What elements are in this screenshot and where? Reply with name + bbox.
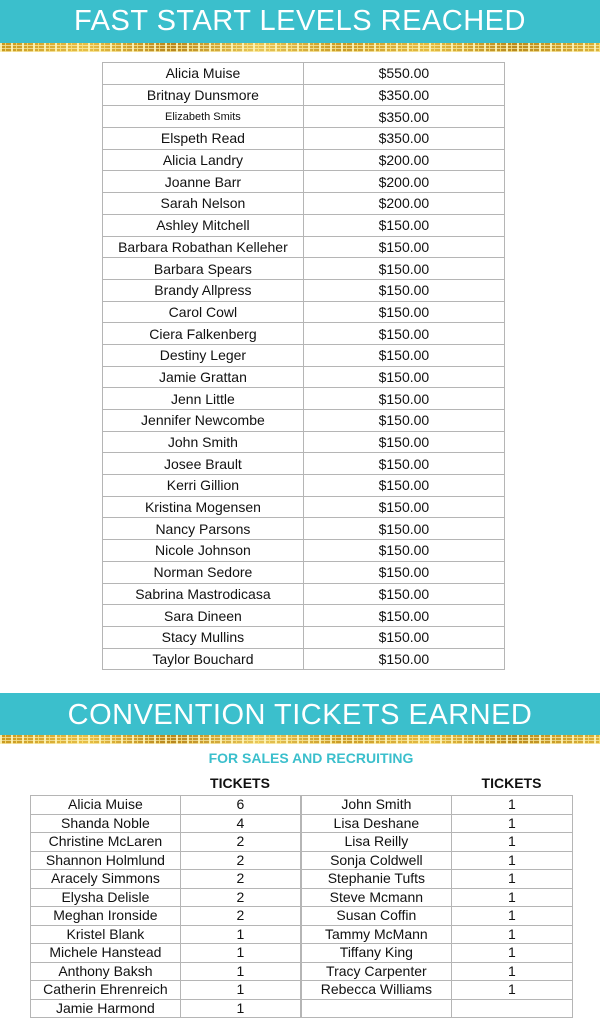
tickets-table-left	[30, 795, 301, 1018]
table-row	[103, 540, 505, 562]
amount-cell: $150.00	[303, 518, 504, 540]
name-cell: Joanne Barr	[103, 171, 304, 193]
table-row	[302, 907, 573, 926]
gold-glitter-divider	[0, 43, 600, 52]
amount-cell: $200.00	[303, 193, 504, 215]
table-row	[103, 496, 505, 518]
name-cell: Jenn Little	[103, 388, 304, 410]
table-row	[103, 171, 505, 193]
tickets-column-header: TICKETS	[481, 775, 542, 791]
table-row	[103, 626, 505, 648]
table-row	[31, 999, 301, 1018]
name-cell: John Smith	[103, 431, 304, 453]
ticket-count-cell	[451, 999, 572, 1018]
name-cell: Jamie Harmond	[31, 999, 181, 1018]
table-row	[31, 907, 301, 926]
name-cell: Jennifer Newcombe	[103, 410, 304, 432]
tickets-subtitle: FOR SALES AND RECRUITING	[208, 750, 414, 766]
table-row	[103, 344, 505, 366]
name-cell: Norman Sedore	[103, 561, 304, 583]
convention-tickets-title: CONVENTION TICKETS EARNED	[67, 699, 533, 731]
table-row	[31, 814, 301, 833]
name-cell: Josee Brault	[103, 453, 304, 475]
table-row	[302, 944, 573, 963]
name-cell: Aracely Simmons	[31, 870, 181, 889]
amount-cell: $150.00	[303, 626, 504, 648]
table-row	[103, 410, 505, 432]
ticket-count-cell: 1	[451, 851, 572, 870]
name-cell: Nancy Parsons	[103, 518, 304, 540]
ticket-count-cell: 1	[451, 870, 572, 889]
ticket-count-cell: 1	[451, 962, 572, 981]
name-cell: Barbara Robathan Kelleher	[103, 236, 304, 258]
table-row	[103, 301, 505, 323]
ticket-count-cell: 1	[451, 888, 572, 907]
table-row	[31, 925, 301, 944]
amount-cell: $150.00	[303, 410, 504, 432]
name-cell: Lisa Deshane	[302, 814, 452, 833]
tickets-column-header: TICKETS	[210, 775, 270, 791]
table-row	[302, 851, 573, 870]
amount-cell: $150.00	[303, 605, 504, 627]
table-row	[103, 518, 505, 540]
name-cell: Michele Hanstead	[31, 944, 181, 963]
ticket-count-cell: 4	[180, 814, 300, 833]
name-cell: Rebecca Williams	[302, 981, 452, 1000]
name-cell: Kristina Mogensen	[103, 496, 304, 518]
name-cell: Shanda Noble	[31, 814, 181, 833]
amount-cell: $350.00	[303, 84, 504, 106]
table-row	[103, 279, 505, 301]
amount-cell: $150.00	[303, 388, 504, 410]
amount-cell: $150.00	[303, 301, 504, 323]
name-cell: Destiny Leger	[103, 344, 304, 366]
name-cell: Taylor Bouchard	[103, 648, 304, 670]
name-cell: Carol Cowl	[103, 301, 304, 323]
table-row	[103, 388, 505, 410]
amount-cell: $200.00	[303, 149, 504, 171]
table-row	[31, 888, 301, 907]
name-cell: Sara Dineen	[103, 605, 304, 627]
table-row	[31, 981, 301, 1000]
table-row	[302, 925, 573, 944]
table-row	[103, 214, 505, 236]
gold-glitter-divider	[0, 735, 600, 744]
name-cell: Alicia Landry	[103, 149, 304, 171]
name-cell: Stephanie Tufts	[302, 870, 452, 889]
table-row	[103, 128, 505, 150]
name-cell: Kristel Blank	[31, 925, 181, 944]
name-cell: Nicole Johnson	[103, 540, 304, 562]
name-cell: Tammy McMann	[302, 925, 452, 944]
amount-cell: $150.00	[303, 561, 504, 583]
ticket-count-cell: 2	[180, 907, 300, 926]
name-cell: Ashley Mitchell	[103, 214, 304, 236]
ticket-count-cell: 1	[180, 999, 300, 1018]
name-cell: Jamie Grattan	[103, 366, 304, 388]
table-row	[302, 981, 573, 1000]
name-cell: Anthony Baksh	[31, 962, 181, 981]
table-row	[103, 583, 505, 605]
amount-cell: $350.00	[303, 128, 504, 150]
ticket-count-cell: 1	[180, 981, 300, 1000]
table-row	[103, 149, 505, 171]
name-cell: Sabrina Mastrodicasa	[103, 583, 304, 605]
name-cell: Elspeth Read	[103, 128, 304, 150]
amount-cell: $150.00	[303, 648, 504, 670]
table-row	[103, 431, 505, 453]
name-cell: Susan Coffin	[302, 907, 452, 926]
name-cell: Elizabeth Smits	[103, 106, 304, 128]
amount-cell: $350.00	[303, 106, 504, 128]
name-cell: Steve Mcmann	[302, 888, 452, 907]
amount-cell: $150.00	[303, 214, 504, 236]
amount-cell: $150.00	[303, 453, 504, 475]
name-cell: Barbara Spears	[103, 258, 304, 280]
table-row	[103, 63, 505, 85]
table-row	[302, 999, 573, 1018]
ticket-count-cell: 2	[180, 851, 300, 870]
ticket-count-cell: 6	[180, 796, 300, 815]
table-row	[103, 84, 505, 106]
ticket-count-cell: 1	[451, 814, 572, 833]
table-row	[31, 851, 301, 870]
ticket-count-cell: 1	[451, 796, 572, 815]
name-cell: Alicia Muise	[103, 63, 304, 85]
name-cell: Kerri Gillion	[103, 475, 304, 497]
fast-start-table	[102, 62, 505, 670]
amount-cell: $150.00	[303, 344, 504, 366]
ticket-count-cell: 1	[451, 833, 572, 852]
table-row	[302, 962, 573, 981]
name-cell: Sarah Nelson	[103, 193, 304, 215]
ticket-count-cell: 1	[451, 981, 572, 1000]
ticket-count-cell: 2	[180, 870, 300, 889]
amount-cell: $200.00	[303, 171, 504, 193]
name-cell: Shannon Holmlund	[31, 851, 181, 870]
amount-cell: $150.00	[303, 475, 504, 497]
fast-start-banner	[0, 0, 600, 43]
name-cell: Tiffany King	[302, 944, 452, 963]
amount-cell: $150.00	[303, 258, 504, 280]
amount-cell: $150.00	[303, 236, 504, 258]
ticket-count-cell: 1	[451, 944, 572, 963]
table-row	[103, 605, 505, 627]
amount-cell: $150.00	[303, 366, 504, 388]
name-cell: Lisa Reilly	[302, 833, 452, 852]
ticket-count-cell: 1	[451, 925, 572, 944]
ticket-count-cell: 2	[180, 888, 300, 907]
table-row	[31, 870, 301, 889]
name-cell	[302, 999, 452, 1018]
table-row	[103, 453, 505, 475]
amount-cell: $550.00	[303, 63, 504, 85]
name-cell: John Smith	[302, 796, 452, 815]
amount-cell: $150.00	[303, 496, 504, 518]
table-row	[302, 796, 573, 815]
amount-cell: $150.00	[303, 540, 504, 562]
name-cell: Meghan Ironside	[31, 907, 181, 926]
amount-cell: $150.00	[303, 279, 504, 301]
tickets-table-right	[301, 795, 573, 1018]
amount-cell: $150.00	[303, 431, 504, 453]
ticket-count-cell: 2	[180, 833, 300, 852]
table-row	[302, 833, 573, 852]
table-row	[31, 962, 301, 981]
fast-start-title: FAST START LEVELS REACHED	[74, 5, 526, 37]
ticket-count-cell: 1	[180, 925, 300, 944]
table-row	[302, 814, 573, 833]
amount-cell: $150.00	[303, 323, 504, 345]
table-row	[103, 648, 505, 670]
name-cell: Stacy Mullins	[103, 626, 304, 648]
ticket-count-cell: 1	[180, 962, 300, 981]
table-row	[103, 193, 505, 215]
table-row	[103, 323, 505, 345]
table-row	[31, 944, 301, 963]
name-cell: Tracy Carpenter	[302, 962, 452, 981]
name-cell: Christine McLaren	[31, 833, 181, 852]
amount-cell: $150.00	[303, 583, 504, 605]
ticket-count-cell: 1	[180, 944, 300, 963]
name-cell: Sonja Coldwell	[302, 851, 452, 870]
table-row	[103, 366, 505, 388]
name-cell: Brandy Allpress	[103, 279, 304, 301]
name-cell: Catherin Ehrenreich	[31, 981, 181, 1000]
table-row	[103, 106, 505, 128]
ticket-count-cell: 1	[451, 907, 572, 926]
table-row	[103, 561, 505, 583]
convention-tickets-banner	[0, 693, 600, 735]
name-cell: Ciera Falkenberg	[103, 323, 304, 345]
table-row	[302, 870, 573, 889]
table-row	[103, 475, 505, 497]
name-cell: Britnay Dunsmore	[103, 84, 304, 106]
table-row	[103, 236, 505, 258]
name-cell: Elysha Delisle	[31, 888, 181, 907]
table-row	[302, 888, 573, 907]
table-row	[31, 833, 301, 852]
table-row	[103, 258, 505, 280]
table-row	[31, 796, 301, 815]
name-cell: Alicia Muise	[31, 796, 181, 815]
